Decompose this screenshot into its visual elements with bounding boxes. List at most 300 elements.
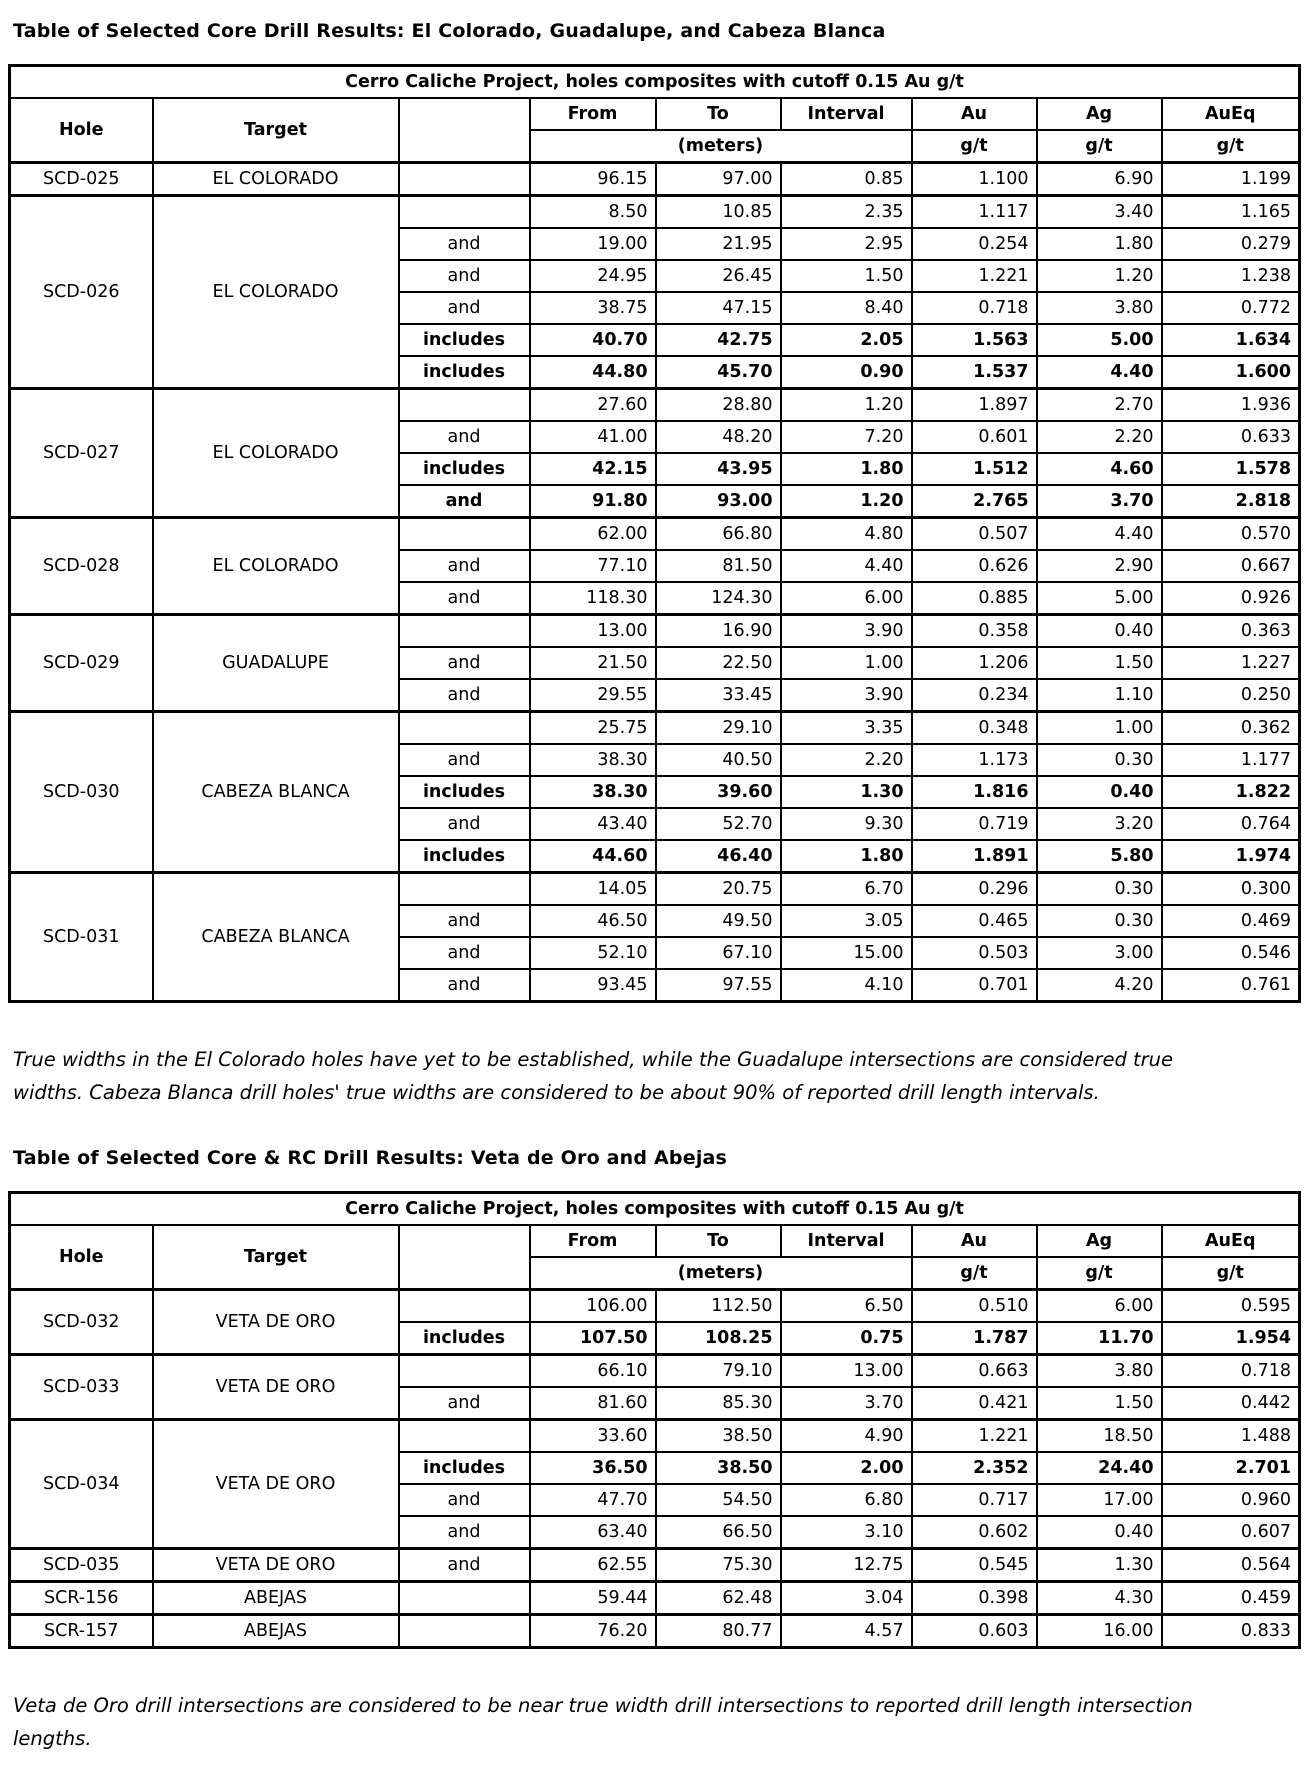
- au-grade-value: 0.234: [912, 679, 1037, 712]
- from-value: 40.70: [530, 324, 656, 356]
- ag-grade-value: 3.80: [1037, 1355, 1162, 1388]
- ag-grade-value: 1.20: [1037, 260, 1162, 292]
- from-value: 38.30: [530, 744, 656, 776]
- ag-grade-value: 1.50: [1037, 647, 1162, 679]
- ag-grade-value: 0.30: [1037, 873, 1162, 906]
- to-value: 43.95: [656, 453, 781, 485]
- column-header-to: To: [656, 98, 781, 130]
- aueq-grade-value: 2.818: [1162, 485, 1300, 518]
- to-value: 26.45: [656, 260, 781, 292]
- aueq-grade-value: 0.833: [1162, 1615, 1300, 1648]
- to-value: 38.50: [656, 1420, 781, 1453]
- aueq-grade-value: 0.363: [1162, 615, 1300, 648]
- aueq-grade-value: 0.279: [1162, 228, 1300, 260]
- ag-grade-value: 16.00: [1037, 1615, 1162, 1648]
- units-header-aueq-gt: g/t: [1162, 130, 1300, 163]
- interval-value: 6.70: [781, 873, 912, 906]
- from-value: 62.55: [530, 1549, 656, 1582]
- au-grade-value: 0.885: [912, 582, 1037, 615]
- target-name: GUADALUPE: [153, 615, 399, 712]
- to-value: 67.10: [656, 937, 781, 969]
- ag-grade-value: 3.00: [1037, 937, 1162, 969]
- target-name: EL COLORADO: [153, 518, 399, 615]
- aueq-grade-value: 0.570: [1162, 518, 1300, 551]
- qualifier-label: [399, 196, 530, 229]
- table-1-body: [10, 163, 1300, 1002]
- from-value: 62.00: [530, 518, 656, 551]
- interval-value: 6.00: [781, 582, 912, 615]
- interval-value: 0.85: [781, 163, 912, 196]
- target-name: ABEJAS: [153, 1615, 399, 1648]
- table-1-footnote: True widths in the El Colorado holes have yet to be established, while the Guadalupe intersections are considered true widths. Cabeza Blanca drill holes' true widths are considered to be about 90% of reported drill length intervals.: [13, 1048, 1174, 1104]
- target-name: VETA DE ORO: [153, 1420, 399, 1549]
- au-grade-value: 1.816: [912, 776, 1037, 808]
- qualifier-label: [399, 1355, 530, 1388]
- from-value: 63.40: [530, 1516, 656, 1549]
- aueq-grade-value: 0.607: [1162, 1516, 1300, 1549]
- to-value: 66.50: [656, 1516, 781, 1549]
- interval-value: 3.10: [781, 1516, 912, 1549]
- drill-interval-row: [10, 1615, 1300, 1648]
- from-value: 19.00: [530, 228, 656, 260]
- ag-grade-value: 11.70: [1037, 1322, 1162, 1355]
- au-grade-value: 0.507: [912, 518, 1037, 551]
- units-header-aueq-gt: g/t: [1162, 1257, 1300, 1290]
- interval-value: 15.00: [781, 937, 912, 969]
- interval-value: 1.50: [781, 260, 912, 292]
- units-header-meters: (meters): [530, 130, 912, 163]
- units-header-ag-gt: g/t: [1037, 130, 1162, 163]
- from-value: 91.80: [530, 485, 656, 518]
- table-banner: Cerro Caliche Project, holes composites with cutoff 0.15 Au g/t: [10, 1193, 1300, 1226]
- aueq-grade-value: 1.634: [1162, 324, 1300, 356]
- qualifier-label: and: [399, 647, 530, 679]
- ag-grade-value: 1.50: [1037, 1387, 1162, 1420]
- interval-value: 4.90: [781, 1420, 912, 1453]
- au-grade-value: 0.398: [912, 1582, 1037, 1615]
- drill-interval-row: [10, 196, 1300, 229]
- qualifier-label: and: [399, 260, 530, 292]
- aueq-grade-value: 0.718: [1162, 1355, 1300, 1388]
- interval-value: 6.50: [781, 1290, 912, 1323]
- drill-interval-row: [10, 1582, 1300, 1615]
- interval-value: 2.05: [781, 324, 912, 356]
- au-grade-value: 1.891: [912, 840, 1037, 873]
- aueq-grade-value: 1.936: [1162, 389, 1300, 422]
- to-value: 46.40: [656, 840, 781, 873]
- interval-value: 1.30: [781, 776, 912, 808]
- au-grade-value: 1.897: [912, 389, 1037, 422]
- table-2-title: Table of Selected Core & RC Drill Results: Veta de Oro and Abejas: [13, 1147, 728, 1169]
- aueq-grade-value: 0.761: [1162, 969, 1300, 1002]
- to-value: 124.30: [656, 582, 781, 615]
- from-value: 33.60: [530, 1420, 656, 1453]
- table-2-header: [10, 1193, 1300, 1290]
- interval-value: 3.90: [781, 615, 912, 648]
- ag-grade-value: 5.80: [1037, 840, 1162, 873]
- qualifier-label: [399, 1615, 530, 1648]
- drill-interval-row: [10, 873, 1300, 906]
- aueq-grade-value: 0.667: [1162, 550, 1300, 582]
- units-header-au-gt: g/t: [912, 130, 1037, 163]
- from-value: 42.15: [530, 453, 656, 485]
- au-grade-value: 0.663: [912, 1355, 1037, 1388]
- target-name: VETA DE ORO: [153, 1290, 399, 1355]
- to-value: 93.00: [656, 485, 781, 518]
- qualifier-label: and: [399, 228, 530, 260]
- au-grade-value: 0.296: [912, 873, 1037, 906]
- au-grade-value: 0.717: [912, 1484, 1037, 1516]
- from-value: 46.50: [530, 905, 656, 937]
- target-name: CABEZA BLANCA: [153, 712, 399, 873]
- interval-value: 3.04: [781, 1582, 912, 1615]
- qualifier-label: and: [399, 969, 530, 1002]
- interval-value: 1.80: [781, 840, 912, 873]
- table-2-footnote: Veta de Oro drill intersections are considered to be near true width drill intersections to reported drill length intersection lengths.: [13, 1694, 1193, 1750]
- qualifier-label: and: [399, 808, 530, 840]
- from-value: 44.60: [530, 840, 656, 873]
- drill-interval-row: [10, 1355, 1300, 1388]
- drill-interval-row: [10, 615, 1300, 648]
- drill-interval-row: [10, 1549, 1300, 1582]
- au-grade-value: 0.626: [912, 550, 1037, 582]
- to-value: 85.30: [656, 1387, 781, 1420]
- au-grade-value: 1.221: [912, 260, 1037, 292]
- qualifier-label: [399, 163, 530, 196]
- to-value: 97.00: [656, 163, 781, 196]
- aueq-grade-value: 1.238: [1162, 260, 1300, 292]
- ag-grade-value: 6.90: [1037, 163, 1162, 196]
- units-header-au-gt: g/t: [912, 1257, 1037, 1290]
- to-value: 108.25: [656, 1322, 781, 1355]
- ag-grade-value: 5.00: [1037, 324, 1162, 356]
- qualifier-label: and: [399, 1549, 530, 1582]
- drill-interval-row: [10, 1420, 1300, 1453]
- qualifier-label: and: [399, 292, 530, 324]
- qualifier-label: and: [399, 937, 530, 969]
- ag-grade-value: 0.40: [1037, 776, 1162, 808]
- to-value: 38.50: [656, 1452, 781, 1484]
- qualifier-label: includes: [399, 356, 530, 389]
- qualifier-label: includes: [399, 453, 530, 485]
- interval-value: 12.75: [781, 1549, 912, 1582]
- qualifier-label: includes: [399, 324, 530, 356]
- column-header-au: Au: [912, 1225, 1037, 1257]
- aueq-grade-value: 0.595: [1162, 1290, 1300, 1323]
- core-drill-results-section: [8, 20, 1304, 1109]
- ag-grade-value: 2.90: [1037, 550, 1162, 582]
- to-value: 49.50: [656, 905, 781, 937]
- column-header-ag: Ag: [1037, 98, 1162, 130]
- column-header-qualifier: [399, 1225, 530, 1290]
- column-header-target: Target: [153, 98, 399, 163]
- table-banner: Cerro Caliche Project, holes composites with cutoff 0.15 Au g/t: [10, 66, 1300, 99]
- ag-grade-value: 0.40: [1037, 615, 1162, 648]
- qualifier-label: [399, 873, 530, 906]
- qualifier-label: includes: [399, 776, 530, 808]
- au-grade-value: 0.503: [912, 937, 1037, 969]
- qualifier-label: [399, 1290, 530, 1323]
- interval-value: 7.20: [781, 421, 912, 453]
- column-header-from: From: [530, 98, 656, 130]
- ag-grade-value: 3.80: [1037, 292, 1162, 324]
- to-value: 81.50: [656, 550, 781, 582]
- hole-id: SCD-027: [10, 389, 153, 518]
- interval-value: 1.20: [781, 485, 912, 518]
- interval-value: 3.35: [781, 712, 912, 745]
- aueq-grade-value: 0.546: [1162, 937, 1300, 969]
- from-value: 38.30: [530, 776, 656, 808]
- from-value: 107.50: [530, 1322, 656, 1355]
- ag-grade-value: 5.00: [1037, 582, 1162, 615]
- from-value: 77.10: [530, 550, 656, 582]
- from-value: 76.20: [530, 1615, 656, 1648]
- interval-value: 0.75: [781, 1322, 912, 1355]
- target-name: EL COLORADO: [153, 389, 399, 518]
- drill-interval-row: [10, 518, 1300, 551]
- au-grade-value: 1.117: [912, 196, 1037, 229]
- from-value: 21.50: [530, 647, 656, 679]
- au-grade-value: 0.421: [912, 1387, 1037, 1420]
- from-value: 118.30: [530, 582, 656, 615]
- interval-value: 0.90: [781, 356, 912, 389]
- au-grade-value: 0.701: [912, 969, 1037, 1002]
- qualifier-label: [399, 1420, 530, 1453]
- ag-grade-value: 18.50: [1037, 1420, 1162, 1453]
- core-rc-drill-results-table: [8, 1191, 1301, 1649]
- units-header-ag-gt: g/t: [1037, 1257, 1162, 1290]
- to-value: 52.70: [656, 808, 781, 840]
- au-grade-value: 0.718: [912, 292, 1037, 324]
- aueq-grade-value: 0.764: [1162, 808, 1300, 840]
- qualifier-label: and: [399, 421, 530, 453]
- ag-grade-value: 4.60: [1037, 453, 1162, 485]
- to-value: 33.45: [656, 679, 781, 712]
- au-grade-value: 0.465: [912, 905, 1037, 937]
- interval-value: 4.10: [781, 969, 912, 1002]
- au-grade-value: 2.765: [912, 485, 1037, 518]
- from-value: 59.44: [530, 1582, 656, 1615]
- qualifier-label: [399, 518, 530, 551]
- interval-value: 8.40: [781, 292, 912, 324]
- aueq-grade-value: 0.250: [1162, 679, 1300, 712]
- qualifier-label: includes: [399, 840, 530, 873]
- qualifier-label: and: [399, 582, 530, 615]
- drill-interval-row: [10, 389, 1300, 422]
- hole-id: SCD-030: [10, 712, 153, 873]
- aueq-grade-value: 1.822: [1162, 776, 1300, 808]
- hole-id: SCD-028: [10, 518, 153, 615]
- qualifier-label: includes: [399, 1452, 530, 1484]
- interval-value: 4.57: [781, 1615, 912, 1648]
- aueq-grade-value: 1.488: [1162, 1420, 1300, 1453]
- qualifier-label: and: [399, 744, 530, 776]
- aueq-grade-value: 1.578: [1162, 453, 1300, 485]
- aueq-grade-value: 0.459: [1162, 1582, 1300, 1615]
- qualifier-label: [399, 712, 530, 745]
- ag-grade-value: 1.00: [1037, 712, 1162, 745]
- au-grade-value: 1.221: [912, 1420, 1037, 1453]
- aueq-grade-value: 1.165: [1162, 196, 1300, 229]
- aueq-grade-value: 0.442: [1162, 1387, 1300, 1420]
- au-grade-value: 1.173: [912, 744, 1037, 776]
- to-value: 10.85: [656, 196, 781, 229]
- interval-value: 2.95: [781, 228, 912, 260]
- aueq-grade-value: 0.469: [1162, 905, 1300, 937]
- qualifier-label: and: [399, 485, 530, 518]
- au-grade-value: 1.537: [912, 356, 1037, 389]
- from-value: 14.05: [530, 873, 656, 906]
- from-value: 27.60: [530, 389, 656, 422]
- to-value: 75.30: [656, 1549, 781, 1582]
- ag-grade-value: 0.30: [1037, 744, 1162, 776]
- ag-grade-value: 4.40: [1037, 518, 1162, 551]
- target-name: EL COLORADO: [153, 163, 399, 196]
- from-value: 25.75: [530, 712, 656, 745]
- drill-interval-row: [10, 163, 1300, 196]
- interval-value: 1.00: [781, 647, 912, 679]
- hole-id: SCD-025: [10, 163, 153, 196]
- column-header-hole: Hole: [10, 1225, 153, 1290]
- target-name: VETA DE ORO: [153, 1549, 399, 1582]
- from-value: 52.10: [530, 937, 656, 969]
- target-name: CABEZA BLANCA: [153, 873, 399, 1002]
- ag-grade-value: 3.70: [1037, 485, 1162, 518]
- ag-grade-value: 4.20: [1037, 969, 1162, 1002]
- ag-grade-value: 4.40: [1037, 356, 1162, 389]
- interval-value: 1.20: [781, 389, 912, 422]
- from-value: 47.70: [530, 1484, 656, 1516]
- from-value: 106.00: [530, 1290, 656, 1323]
- aueq-grade-value: 0.960: [1162, 1484, 1300, 1516]
- au-grade-value: 0.719: [912, 808, 1037, 840]
- aueq-grade-value: 1.177: [1162, 744, 1300, 776]
- hole-id: SCD-033: [10, 1355, 153, 1420]
- interval-value: 3.90: [781, 679, 912, 712]
- hole-id: SCD-026: [10, 196, 153, 389]
- au-grade-value: 0.601: [912, 421, 1037, 453]
- column-header-interval: Interval: [781, 98, 912, 130]
- qualifier-label: includes: [399, 1322, 530, 1355]
- to-value: 42.75: [656, 324, 781, 356]
- to-value: 48.20: [656, 421, 781, 453]
- from-value: 8.50: [530, 196, 656, 229]
- from-value: 36.50: [530, 1452, 656, 1484]
- qualifier-label: and: [399, 1387, 530, 1420]
- column-header-aueq: AuEq: [1162, 98, 1300, 130]
- aueq-grade-value: 0.564: [1162, 1549, 1300, 1582]
- ag-grade-value: 3.40: [1037, 196, 1162, 229]
- au-grade-value: 0.254: [912, 228, 1037, 260]
- target-name: ABEJAS: [153, 1582, 399, 1615]
- ag-grade-value: 2.20: [1037, 421, 1162, 453]
- column-header-aueq: AuEq: [1162, 1225, 1300, 1257]
- ag-grade-value: 0.40: [1037, 1516, 1162, 1549]
- aueq-grade-value: 1.954: [1162, 1322, 1300, 1355]
- aueq-grade-value: 2.701: [1162, 1452, 1300, 1484]
- from-value: 44.80: [530, 356, 656, 389]
- ag-grade-value: 1.80: [1037, 228, 1162, 260]
- au-grade-value: 1.100: [912, 163, 1037, 196]
- to-value: 28.80: [656, 389, 781, 422]
- aueq-grade-value: 0.772: [1162, 292, 1300, 324]
- aueq-grade-value: 0.300: [1162, 873, 1300, 906]
- ag-grade-value: 1.30: [1037, 1549, 1162, 1582]
- table-1-title: Table of Selected Core Drill Results: El Colorado, Guadalupe, and Cabeza Blanca: [13, 20, 886, 42]
- to-value: 80.77: [656, 1615, 781, 1648]
- interval-value: 4.40: [781, 550, 912, 582]
- qualifier-label: and: [399, 1516, 530, 1549]
- aueq-grade-value: 0.926: [1162, 582, 1300, 615]
- qualifier-label: and: [399, 905, 530, 937]
- interval-value: 2.35: [781, 196, 912, 229]
- column-header-au: Au: [912, 98, 1037, 130]
- ag-grade-value: 24.40: [1037, 1452, 1162, 1484]
- au-grade-value: 1.206: [912, 647, 1037, 679]
- ag-grade-value: 3.20: [1037, 808, 1162, 840]
- from-value: 43.40: [530, 808, 656, 840]
- column-header-hole: Hole: [10, 98, 153, 163]
- qualifier-label: and: [399, 1484, 530, 1516]
- aueq-grade-value: 1.199: [1162, 163, 1300, 196]
- column-header-target: Target: [153, 1225, 399, 1290]
- ag-grade-value: 0.30: [1037, 905, 1162, 937]
- qualifier-label: and: [399, 679, 530, 712]
- au-grade-value: 0.510: [912, 1290, 1037, 1323]
- qualifier-label: [399, 615, 530, 648]
- interval-value: 3.70: [781, 1387, 912, 1420]
- interval-value: 6.80: [781, 1484, 912, 1516]
- to-value: 39.60: [656, 776, 781, 808]
- column-header-qualifier: [399, 98, 530, 163]
- hole-id: SCD-031: [10, 873, 153, 1002]
- target-name: EL COLORADO: [153, 196, 399, 389]
- from-value: 96.15: [530, 163, 656, 196]
- interval-value: 4.80: [781, 518, 912, 551]
- interval-value: 3.05: [781, 905, 912, 937]
- ag-grade-value: 1.10: [1037, 679, 1162, 712]
- to-value: 21.95: [656, 228, 781, 260]
- target-name: VETA DE ORO: [153, 1355, 399, 1420]
- table-1-header: [10, 66, 1300, 163]
- aueq-grade-value: 1.227: [1162, 647, 1300, 679]
- hole-id: SCR-156: [10, 1582, 153, 1615]
- from-value: 24.95: [530, 260, 656, 292]
- to-value: 45.70: [656, 356, 781, 389]
- to-value: 16.90: [656, 615, 781, 648]
- from-value: 38.75: [530, 292, 656, 324]
- interval-value: 9.30: [781, 808, 912, 840]
- from-value: 29.55: [530, 679, 656, 712]
- au-grade-value: 0.545: [912, 1549, 1037, 1582]
- to-value: 112.50: [656, 1290, 781, 1323]
- column-header-ag: Ag: [1037, 1225, 1162, 1257]
- to-value: 20.75: [656, 873, 781, 906]
- aueq-grade-value: 0.633: [1162, 421, 1300, 453]
- to-value: 54.50: [656, 1484, 781, 1516]
- core-rc-drill-results-section: [8, 1147, 1304, 1755]
- ag-grade-value: 4.30: [1037, 1582, 1162, 1615]
- aueq-grade-value: 0.362: [1162, 712, 1300, 745]
- from-value: 13.00: [530, 615, 656, 648]
- au-grade-value: 1.563: [912, 324, 1037, 356]
- au-grade-value: 0.602: [912, 1516, 1037, 1549]
- from-value: 93.45: [530, 969, 656, 1002]
- interval-value: 2.20: [781, 744, 912, 776]
- ag-grade-value: 6.00: [1037, 1290, 1162, 1323]
- table-2-body: [10, 1290, 1300, 1648]
- aueq-grade-value: 1.600: [1162, 356, 1300, 389]
